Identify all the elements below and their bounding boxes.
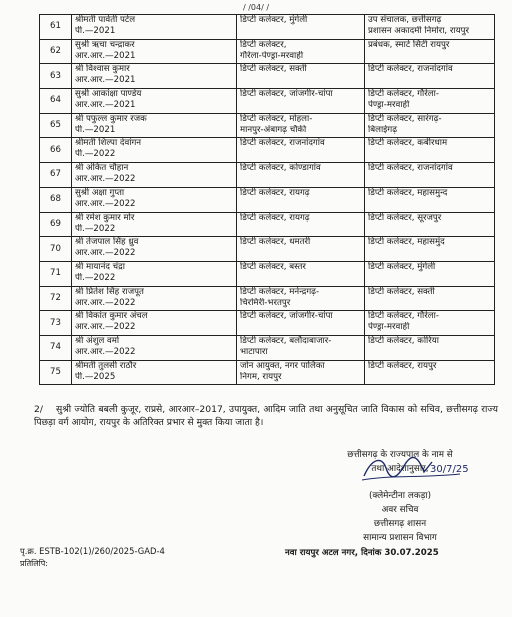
officer-name-line: श्री अंकित चौहान — [75, 163, 129, 174]
signatory-dept: सामान्य प्रशासन विभाग — [363, 533, 437, 543]
table-row — [40, 237, 495, 262]
current-posting-line: डिप्टी कलेक्टर, जांजगीर-चांपा — [240, 311, 333, 322]
current-posting — [237, 138, 365, 163]
current-posting-line: डिप्टी कलेक्टर, राजनांदगांव — [240, 138, 325, 149]
serial-number: 64 — [40, 89, 72, 114]
officer-name-line: आर.आर.—2021 — [75, 50, 136, 61]
officer-name-line: आर.आर.—2021 — [75, 75, 136, 86]
officer-name-line: श्री विकांत कुमार अंचल — [75, 311, 148, 322]
page-number: / /04/ / — [242, 3, 270, 12]
table-row — [40, 64, 495, 89]
current-posting — [237, 360, 365, 385]
new-posting-line: डिप्टी कलेक्टर, राजनांदगांव — [368, 64, 453, 75]
paragraph-2 — [34, 403, 498, 429]
current-posting — [237, 261, 365, 286]
current-posting-line: डिप्टी कलेक्टर, जांजगीर-चांपा — [240, 89, 333, 100]
new-posting — [365, 113, 495, 138]
new-posting — [365, 212, 495, 237]
serial-number: 72 — [40, 286, 72, 311]
new-posting-line: पेण्ड्रा-मरवाही — [368, 322, 410, 333]
new-posting — [365, 237, 495, 262]
officer-name-line: श्री पफुल्ल कुमार रजक — [75, 113, 147, 124]
officer-name — [72, 261, 237, 286]
new-posting — [365, 64, 495, 89]
officer-name — [72, 163, 237, 188]
officer-name-line: पी.—2022 — [75, 223, 116, 234]
officer-name — [72, 15, 237, 40]
new-posting-line: डिप्टी कलेक्टर, सारंगढ़- — [368, 113, 442, 124]
officer-name-line: श्रीमती पार्वती पटेल — [75, 15, 136, 25]
officer-name-line: सुश्री अक्षा गुप्ता — [75, 187, 125, 198]
transfer-table — [39, 14, 495, 385]
current-posting — [237, 89, 365, 114]
new-posting-line: डिप्टी कलेक्टर, राजनांदगांव — [368, 163, 453, 174]
current-posting-line: मानपुर-अंबागढ़ चौकी — [240, 124, 307, 135]
new-posting — [365, 39, 495, 64]
officer-name-line: पी.—2025 — [75, 371, 116, 382]
officer-name — [72, 89, 237, 114]
copy-to-label: प्रतिलिपि: — [20, 559, 48, 568]
current-posting — [237, 113, 365, 138]
officer-name — [72, 335, 237, 360]
current-posting-line: डिप्टी कलेक्टर, मुंगेली — [240, 15, 308, 25]
officer-name-line: सुश्री ऋचा चन्द्राकर — [75, 39, 135, 50]
officer-name — [72, 64, 237, 89]
current-posting-line: डिप्टी कलेक्टर, बलौदाबाजार- — [240, 335, 332, 346]
new-posting — [365, 187, 495, 212]
serial-number: 68 — [40, 187, 72, 212]
new-posting — [365, 89, 495, 114]
officer-name-line: पी.—2022 — [75, 272, 116, 283]
new-posting — [365, 335, 495, 360]
current-posting — [237, 39, 365, 64]
table-row — [40, 163, 495, 188]
officer-name — [72, 360, 237, 385]
signature-line-1: छत्तीसगढ़ के राज्यपाल के नाम से — [347, 450, 453, 460]
signature-date: 30/7/25 — [430, 464, 469, 475]
officer-name-line: आर.आर.—2022 — [75, 346, 136, 357]
officer-name-line: श्री प्रितेश सिंह राजपूत — [75, 286, 144, 297]
officer-name-line: श्रीमती शिल्पा देवांगन — [75, 138, 142, 149]
current-posting-line: डिप्टी कलेक्टर, रायगढ़ — [240, 187, 310, 198]
paragraph-text: सुश्री ज्योति बबली कुजूर, राप्रसे, आरआर–2017, उपायुक्त, आदिम जाति तथा अनुसूचित जाति विकास को सचिव, छत्तीसगढ़ राज्य पिछड़ा वर्ग आयोग, रायपुर के अतिरिक्त प्रभार से मुक्त किया जाता है। — [34, 404, 498, 428]
serial-number: 70 — [40, 237, 72, 262]
current-posting-line: भाटापारा — [240, 346, 268, 357]
new-posting — [365, 261, 495, 286]
new-posting-line: डिप्टी कलेक्टर, मुंगेली — [368, 261, 436, 272]
new-posting-line: डिप्टी कलेक्टर, महासमुंद — [368, 237, 445, 248]
officer-name-line: श्रीमती तुलसी राठौर — [75, 360, 137, 371]
new-posting-line: डिप्टी कलेक्टर, रायपुर — [368, 360, 437, 371]
serial-number: 62 — [40, 39, 72, 64]
new-posting-line: प्रशासन अकादमी निमोरा, रायपुर — [368, 26, 470, 36]
officer-name-line: श्री मायानंद चंद्रा — [75, 261, 125, 272]
handwritten-signature — [360, 448, 470, 488]
officer-name-line: आर.आर.—2022 — [75, 198, 136, 209]
officer-name-line: श्री रमेश कुमार मोर — [75, 212, 135, 223]
serial-number: 66 — [40, 138, 72, 163]
new-posting-line: डिप्टी कलेक्टर, सक्ती — [368, 286, 435, 297]
officer-name — [72, 237, 237, 262]
current-posting-line: डिप्टी कलेक्टर, मोहला- — [240, 113, 313, 124]
current-posting-line: डिप्टी कलेक्टर, सक्ती — [240, 64, 307, 75]
table-row — [40, 113, 495, 138]
officer-name-line: श्री अंशुल वर्मा — [75, 335, 120, 346]
signatory-designation: अवर सचिव — [381, 505, 419, 515]
serial-number: 63 — [40, 64, 72, 89]
table-row — [40, 187, 495, 212]
officer-name-line: आर.आर.—2021 — [75, 100, 136, 111]
new-posting-line: डिप्टी कलेक्टर, गौरेला- — [368, 311, 439, 322]
table-row — [40, 212, 495, 237]
serial-number: 65 — [40, 113, 72, 138]
new-posting-line: डिप्टी कलेक्टर, महासमुन्द — [368, 187, 448, 198]
serial-number: 69 — [40, 212, 72, 237]
officer-name — [72, 286, 237, 311]
current-posting — [237, 286, 365, 311]
current-posting-line: जोन आयुक्त, नगर पालिका — [240, 360, 325, 371]
new-posting — [365, 286, 495, 311]
current-posting-line: डिप्टी कलेक्टर, धमतरी — [240, 237, 311, 248]
officer-name — [72, 113, 237, 138]
officer-name-line: आर.आर.—2022 — [75, 322, 136, 333]
serial-number: 75 — [40, 360, 72, 385]
reference-number: पृ.क्र. ESTB-102(1)/260/2025-GAD-4 — [20, 546, 165, 556]
current-posting — [237, 237, 365, 262]
new-posting-line: डिप्टी कलेक्टर, कबीरधाम — [368, 138, 448, 149]
table-row — [40, 39, 495, 64]
new-posting-line: उप संचालक, छत्तीसगढ़ — [368, 15, 442, 25]
officer-name-line: पी.—2022 — [75, 149, 116, 160]
table-row — [40, 89, 495, 114]
new-posting-line: बिलाईगढ़ — [368, 124, 398, 135]
officer-name — [72, 311, 237, 336]
current-posting — [237, 163, 365, 188]
current-posting-line: डिप्टी कलेक्टर, बस्तर — [240, 261, 306, 272]
current-posting — [237, 212, 365, 237]
table-row — [40, 311, 495, 336]
signatory-org: छत्तीसगढ़ शासन — [373, 519, 427, 529]
officer-name-line: श्री विश्वास कुमार — [75, 64, 130, 75]
current-posting-line: गौरेला-पेण्ड्रा-मरवाही — [240, 50, 304, 61]
officer-name — [72, 212, 237, 237]
table-row — [40, 335, 495, 360]
current-posting-line: डिप्टी कलेक्टर, कोण्डागांव — [240, 163, 321, 174]
current-posting — [237, 335, 365, 360]
new-posting-line: प्रबंधक, स्मार्ट सिटी रायपुर — [368, 39, 450, 50]
table-row — [40, 286, 495, 311]
paragraph-number: 2/ — [34, 404, 43, 415]
current-posting — [237, 64, 365, 89]
officer-name — [72, 39, 237, 64]
new-posting-line: डिप्टी कलेक्टर, गौरेला- — [368, 89, 439, 100]
current-posting — [237, 187, 365, 212]
officer-name-line: पी.—2021 — [75, 26, 116, 36]
place-date: नवा रायपुर अटल नगर, दिनांक 30.07.2025 — [285, 548, 439, 558]
current-posting-line: डिप्टी कलेक्टर, — [240, 39, 287, 50]
officer-name-line: पी.—2021 — [75, 124, 116, 135]
current-posting-line: डिप्टी कलेक्टर, रायगढ़ — [240, 212, 310, 223]
signature-line-2: तथा आदेशानुसार, — [371, 464, 429, 474]
officer-name-line: आर.आर.—2022 — [75, 174, 136, 185]
new-posting — [365, 15, 495, 40]
new-posting — [365, 138, 495, 163]
table-row — [40, 360, 495, 385]
new-posting-line: डिप्टी कलेक्टर, सूरजपुर — [368, 212, 442, 223]
officer-name — [72, 138, 237, 163]
officer-name-line: आर.आर.—2022 — [75, 248, 136, 259]
current-posting — [237, 15, 365, 40]
serial-number: 61 — [40, 15, 72, 40]
new-posting — [365, 163, 495, 188]
officer-name-line: श्री तेजपाल सिंह ध्रुव — [75, 237, 139, 248]
current-posting — [237, 311, 365, 336]
new-posting — [365, 311, 495, 336]
serial-number: 73 — [40, 311, 72, 336]
table-row — [40, 261, 495, 286]
new-posting-line: डिप्टी कलेक्टर, कोरिया — [368, 335, 439, 346]
new-posting — [365, 360, 495, 385]
new-posting-line: पेण्ड्रा-मरवाही — [368, 100, 410, 111]
officer-name-line: सुश्री आकांक्षा पाण्डेय — [75, 89, 142, 100]
signatory-name: (क्लेमेन्टीना लकड़ा) — [368, 491, 432, 501]
table-row — [40, 15, 495, 40]
serial-number: 67 — [40, 163, 72, 188]
serial-number: 74 — [40, 335, 72, 360]
table-row — [40, 138, 495, 163]
current-posting-line: चिरमिरी-भरतपुर — [240, 297, 291, 308]
serial-number: 71 — [40, 261, 72, 286]
current-posting-line: डिप्टी कलेक्टर, मनेन्द्रगढ़- — [240, 286, 320, 297]
current-posting-line: निगम, रायपुर — [240, 371, 282, 382]
officer-name — [72, 187, 237, 212]
officer-name-line: आर.आर.—2022 — [75, 297, 136, 308]
